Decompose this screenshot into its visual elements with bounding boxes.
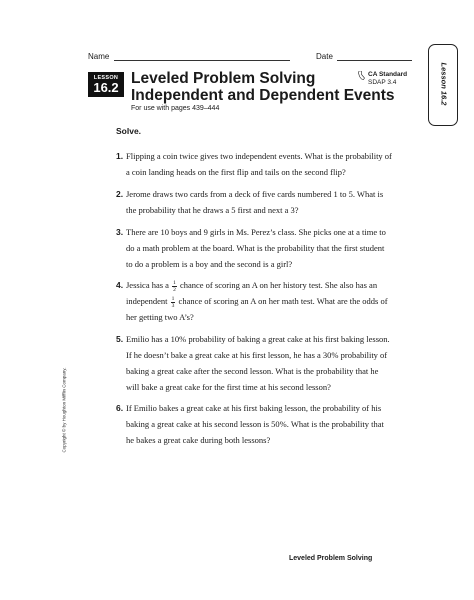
problem-number: 5.	[116, 334, 124, 344]
problem-number: 3.	[116, 227, 124, 237]
problem-line: baking a great cake after the second lesson. What is the probability that he	[126, 366, 379, 376]
copyright-notice: Copyright © by Houghton Mifflin Company.	[61, 367, 67, 453]
problem-5	[116, 331, 422, 395]
problem-line: her getting two A’s?	[126, 312, 194, 322]
name-label: Name	[88, 52, 110, 61]
problem-text: Jessica has a	[126, 280, 169, 290]
ca-standard-code: SDAP 3.4	[368, 79, 397, 86]
fraction	[172, 280, 177, 293]
date-label: Date	[316, 52, 333, 61]
problem-line: Jerome draws two cards from a deck of five cards numbered 1 to 5. What is	[126, 189, 384, 199]
lesson-word: LESSON	[93, 75, 119, 81]
page-subtitle: For use with pages 439–444	[131, 105, 220, 112]
california-icon	[358, 71, 365, 80]
problem-line: If he doesn’t bake a great cake at his first lesson, he has a 30% probability of	[126, 350, 388, 360]
problem-line: do a math problem at the board. What is the probability that the first student	[126, 243, 385, 253]
problem-line: There are 10 boys and 9 girls in Ms. Perez’s class. She picks one at a time to	[126, 227, 386, 237]
fraction-denominator: 2	[173, 286, 176, 293]
problem-line: Flipping a coin twice gives two independent events. What is the probability of	[126, 151, 392, 161]
page-title-line2: Independent and Dependent Events	[131, 87, 395, 104]
ca-standard-label: CA Standard	[368, 71, 408, 78]
problem-number: 1.	[116, 151, 124, 161]
problem-number: 6.	[116, 403, 124, 413]
problem-line: baking a great cake at his second lesson is 50%. What is the probability that	[126, 419, 384, 429]
lesson-badge	[88, 72, 124, 97]
problem-1	[116, 148, 422, 180]
problem-2	[116, 186, 422, 218]
problem-text: chance of scoring an A on her math test. What are the odds of	[178, 296, 388, 306]
problem-line: If Emilio bakes a great cake at his first baking lesson, the probability of his	[126, 403, 382, 413]
lesson-number: 16.2	[93, 80, 119, 95]
name-line	[114, 60, 290, 61]
fraction-numerator: 1	[173, 279, 176, 286]
problem-line	[126, 293, 422, 309]
problem-line: will bake a great cake for the first time at his second lesson?	[126, 382, 331, 392]
problem-4	[116, 277, 422, 325]
problem-line: to do a problem is a boy and the second is a girl?	[126, 259, 293, 269]
side-tab-label: Lesson 16.2	[439, 62, 449, 106]
page-footer: Leveled Problem Solving	[289, 555, 373, 562]
problem-text: independent	[126, 296, 168, 306]
problem-text: chance of scoring an A on her history test. She also has an	[179, 280, 378, 290]
fraction-denominator: 3	[171, 302, 175, 309]
problem-line: a coin landing heads on the first flip and tails on the second flip?	[126, 167, 346, 177]
problem-number: 2.	[116, 189, 124, 199]
problem-number: 4.	[116, 280, 124, 290]
problem-line	[126, 277, 422, 293]
problem-line: Emilio has a 10% probability of baking a great cake at his first baking lesson.	[126, 334, 390, 344]
fraction-numerator: 1	[171, 295, 175, 302]
fraction	[171, 296, 176, 309]
problem-6	[116, 400, 422, 448]
ca-standard	[368, 71, 407, 87]
page-title: Leveled Problem Solving	[131, 70, 316, 87]
problem-3	[116, 224, 422, 272]
problem-line: the probability that he draws a 5 first and next a 3?	[126, 205, 299, 215]
problem-line: he bakes a great cake during both lessons?	[126, 435, 271, 445]
date-line	[337, 60, 412, 61]
instructions: Solve.	[116, 126, 142, 136]
